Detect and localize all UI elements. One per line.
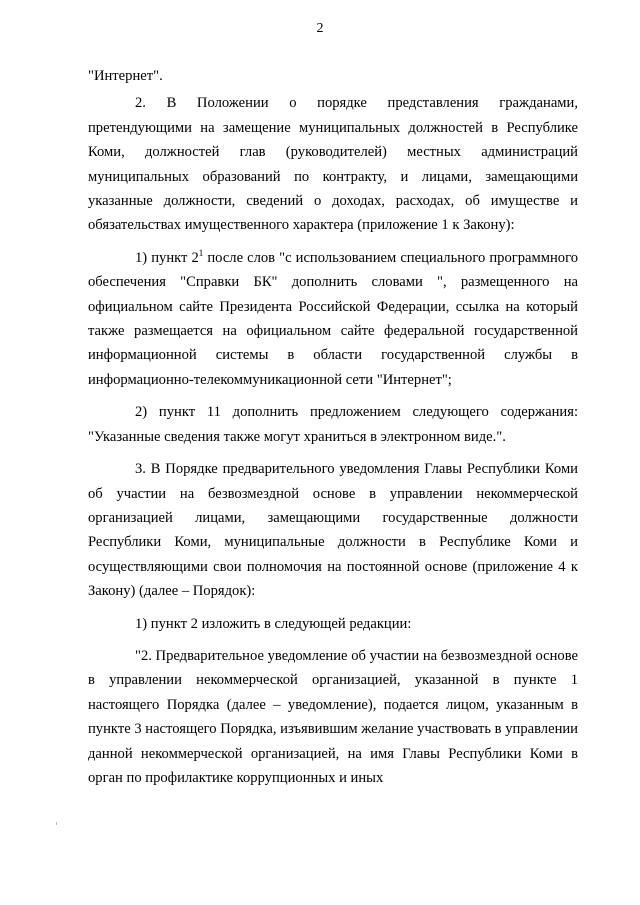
paragraph-item-2: 2. В Положении о порядке представления гражданами, претендующими на замещение муниципальных должностей в Республике Коми, должностей глав (руководителей) местных администраций муниципальных образований по контракту, и лицами, замещающими указанные должности, сведений о доходах, расходах, об имуществе и обязательствах имущественного характера (приложение 1 к Закону): (88, 95, 578, 234)
paragraph-subitem-1-point-2: 1) пункт 2 изложить в следующей редакции: (135, 615, 412, 632)
subitem-1-lead: 1) пункт 2 (135, 249, 199, 266)
document-body (88, 64, 578, 790)
page-number: 2 (316, 21, 324, 36)
paragraph-continuation: "Интернет". (88, 68, 163, 84)
paragraph-item-3: 3. В Порядке предварительного уведомления Главы Республики Коми об участии на безвозмездной основе в управлении некоммерческой организацией лицами, замещающими государственные должности Республики Коми, муниципальные должности в Республике Коми и осуществляющими свои полномочия на постоянной основе (приложение 4 к Закону) (далее – Порядок): (88, 461, 578, 600)
subitem-1-text: после слов "с использованием специального программного обеспечения "Справки БК" дополнить словами ", размещенного на официальном сайте Президента Российской Федерации, ссылка на который также размещается на официальном сайте федеральной государственной информационной системы в области государственной службы в информационно-телекоммуникационной сети "Интернет"; (88, 249, 578, 388)
paragraph-subitem-1 (88, 246, 578, 392)
paragraph-quoted-point-2: "2. Предварительное уведомление об участии на безвозмездной основе в управлении некоммерческой организацией, указанной в пункте 1 настоящего Порядка (далее – уведомление), подается лицом, указанным в пункте 3 настоящего Порядка, изъявившим желание участвовать в управлении данной некоммерческой организацией, на имя Главы Республики Коми в орган по профилактике коррупционных и иных (88, 647, 578, 786)
superscript-marker: 1 (198, 247, 204, 258)
paragraph-subitem-2: 2) пункт 11 дополнить предложением следующего содержания: "Указанные сведения также могут храниться в электронном виде.". (88, 404, 578, 445)
margin-mark (56, 822, 57, 825)
